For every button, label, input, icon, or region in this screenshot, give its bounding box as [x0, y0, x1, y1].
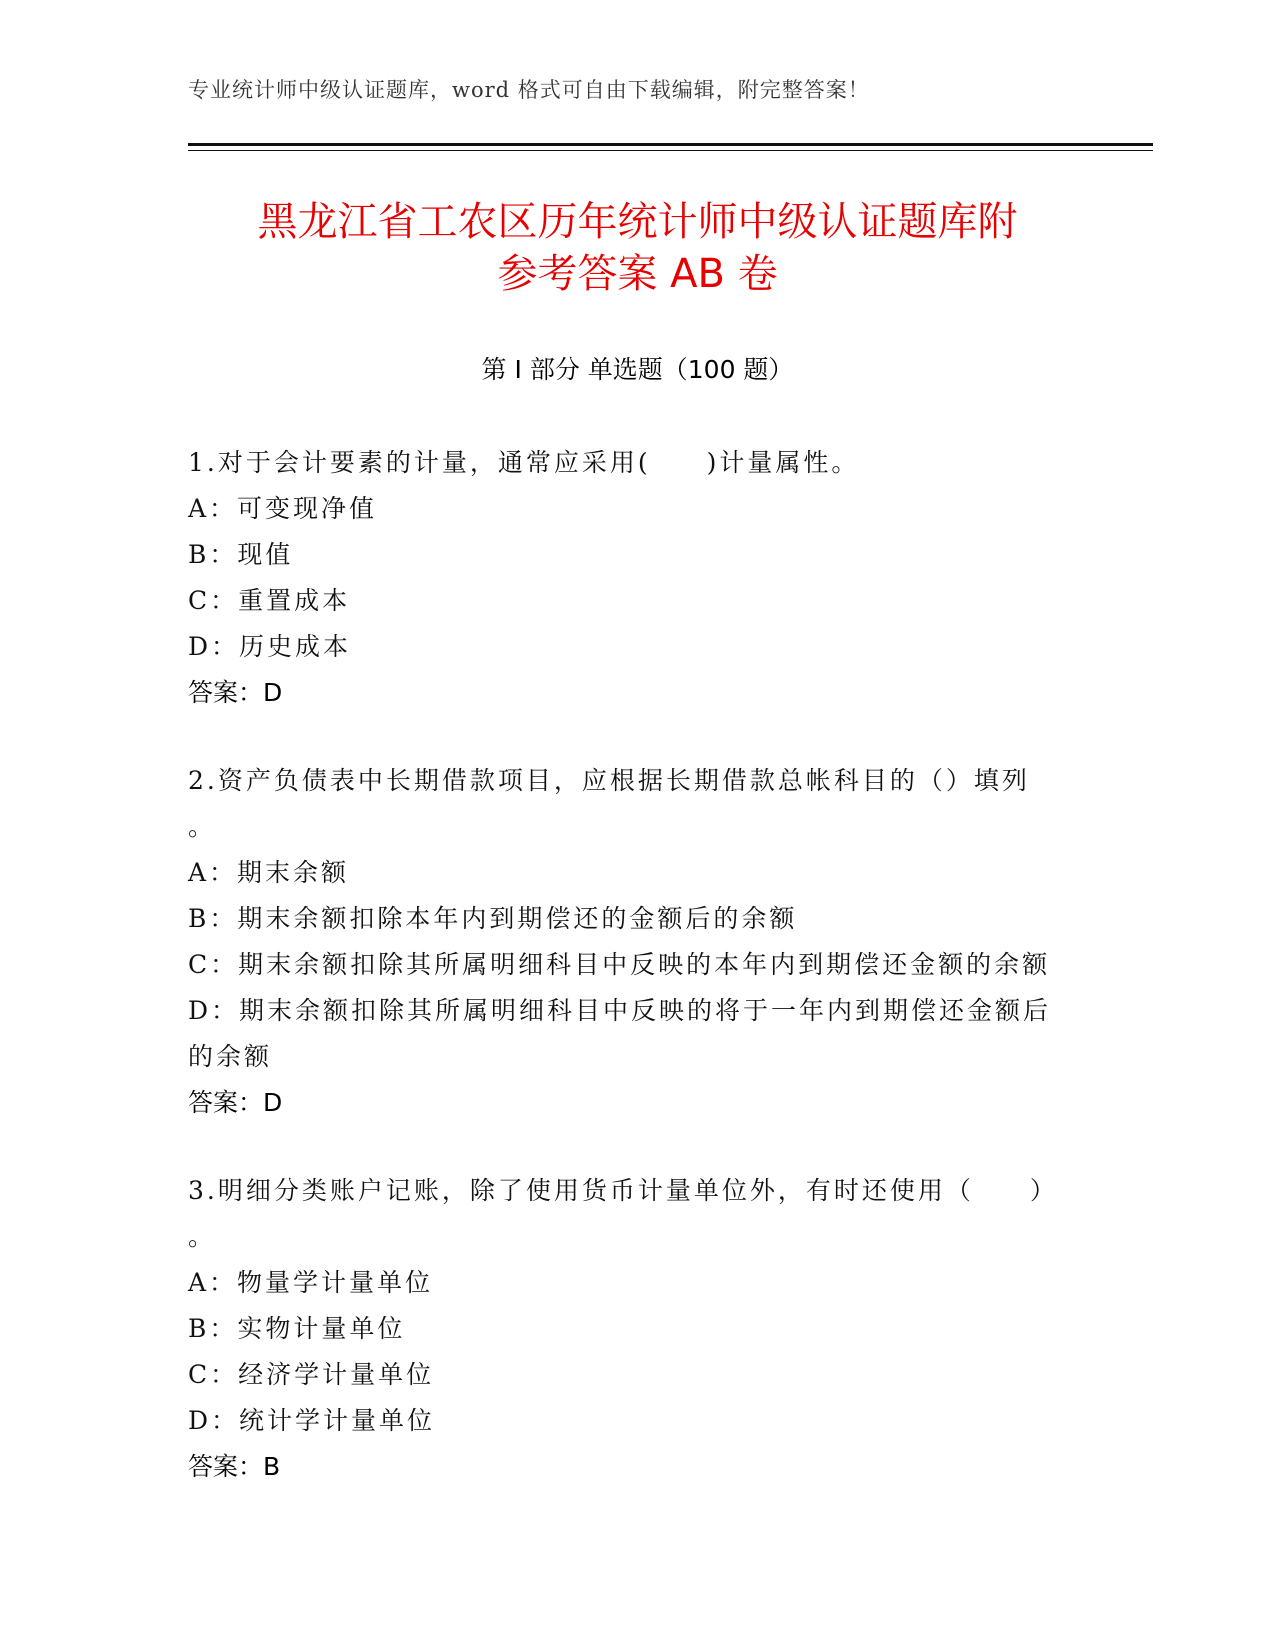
page-header: 专业统计师中级认证题库，word 格式可自由下载编辑，附完整答案！	[188, 78, 870, 102]
option-c: C：期末余额扣除其所属明细科目中反映的本年内到期偿还金额的余额	[188, 950, 1051, 979]
question-stem-line-1: 2.资产负债表中长期借款项目，应根据长期借款总帐科目的（）填列	[188, 766, 1030, 795]
option-c: C：经济学计量单位	[188, 1360, 435, 1389]
option-d-line-2: 的余额	[188, 1042, 273, 1071]
question-list	[188, 440, 1068, 1532]
option-b: B：现值	[188, 540, 294, 569]
question-3	[188, 1168, 1068, 1490]
option-d: D：统计学计量单位	[188, 1406, 436, 1435]
section-heading: 第 I 部分 单选题（100 题）	[481, 355, 794, 384]
header-rule-thin	[188, 150, 1153, 151]
option-b: B：实物计量单位	[188, 1314, 406, 1343]
question-stem-line-2: 。	[188, 1222, 217, 1251]
option-d: D：历史成本	[188, 632, 352, 661]
answer: 答案：B	[188, 1452, 281, 1481]
option-a: A：可变现净值	[188, 494, 378, 523]
question-2	[188, 758, 1068, 1126]
title-line-1: 黑龙江省工农区历年统计师中级认证题库附	[257, 199, 1018, 245]
option-a: A：期末余额	[188, 858, 350, 887]
question-1	[188, 440, 1068, 716]
option-d-line-1: D：期末余额扣除其所属明细科目中反映的将于一年内到期偿还金额后	[188, 996, 1052, 1025]
document-title	[120, 196, 1155, 300]
question-stem: 1.对于会计要素的计量，通常应采用( )计量属性。	[188, 448, 860, 477]
question-stem-line-2: 。	[188, 812, 217, 841]
option-a: A：物量学计量单位	[188, 1268, 434, 1297]
question-stem-line-1: 3.明细分类账户记账，除了使用货币计量单位外，有时还使用（ ）	[188, 1176, 1058, 1205]
answer: 答案：D	[188, 678, 283, 707]
title-line-2: 参考答案 AB 卷	[497, 251, 778, 297]
header-rule-thick	[188, 143, 1153, 146]
answer: 答案：D	[188, 1088, 283, 1117]
option-c: C：重置成本	[188, 586, 351, 615]
option-b: B：期末余额扣除本年内到期偿还的金额后的余额	[188, 904, 798, 933]
